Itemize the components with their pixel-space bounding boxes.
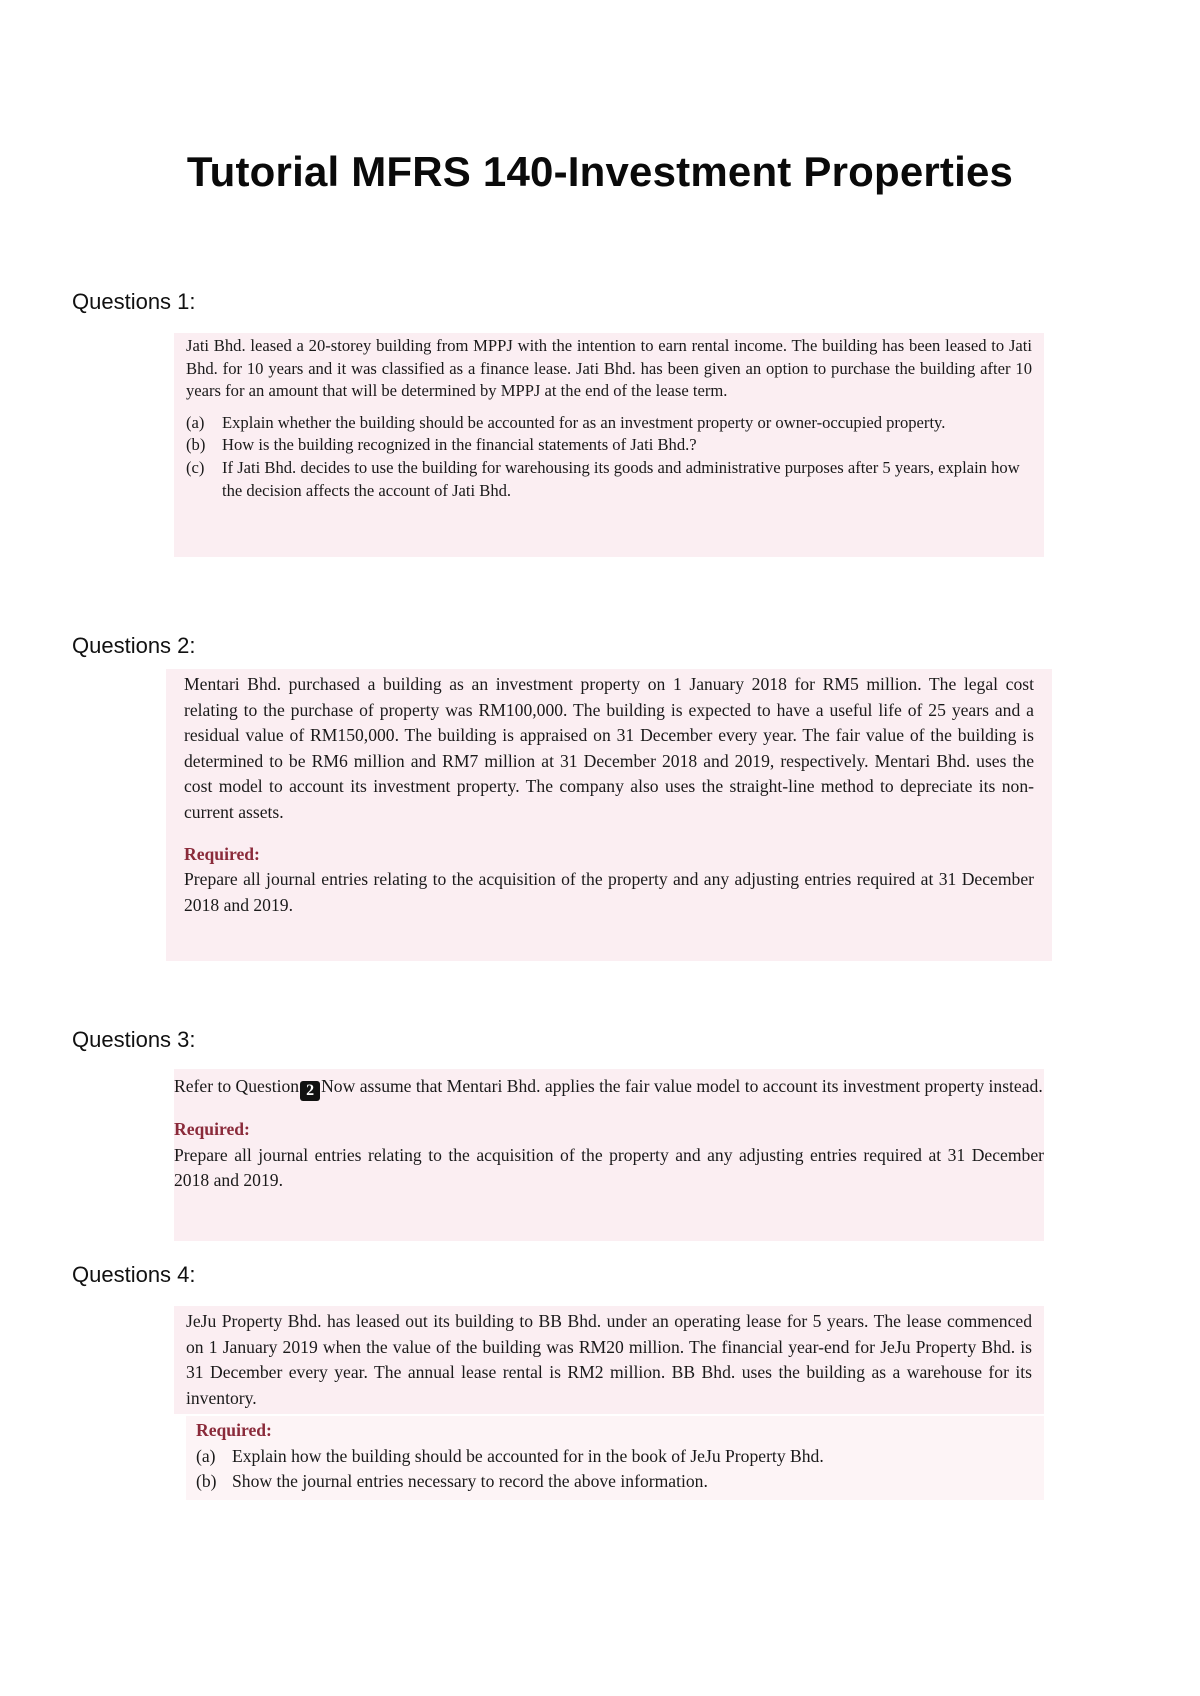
question-4-heading: Questions 4: [72, 1262, 196, 1287]
question-4-part-a [196, 1444, 1034, 1470]
question-3-required-label: Required: [174, 1119, 250, 1139]
question-2-text: Mentari Bhd. purchased a building as an investment property on 1 January 2018 for RM5 million. The legal cost relating to the purchase of property was RM100,000. The building is expected to have a useful life of 25 years and a residual value of RM150,000. The building is appraised on 31 December every year. The fair value of the building is determined to be RM6 million and RM7 million at 31 December 2018 and 2019, respectively. Mentari Bhd. uses the cost model to account its investment property. The company also uses the straight-line method to depreciate its non-current assets. [184, 674, 1034, 822]
question-4-parts [196, 1444, 1034, 1495]
question-1-box [174, 333, 1044, 557]
question-1-part-b [186, 434, 1032, 457]
part-marker: (a) [186, 412, 205, 432]
question-3-text-before: Refer to Question [174, 1076, 300, 1096]
question-reference-marker: 2 [300, 1081, 320, 1101]
question-2-heading: Questions 2: [72, 633, 196, 658]
question-1-text: Jati Bhd. leased a 20-storey building from MPPJ with the intention to earn rental income. The building has been leased to Jati Bhd. for 10 years and it was classified as a finance lease. Jati Bhd. has been given an option to purchase the building after 10 years for an amount that will be determined by MPPJ at the end of the lease term. [186, 336, 1032, 401]
part-marker: (b) [186, 435, 206, 455]
question-4-text: JeJu Property Bhd. has leased out its building to BB Bhd. under an operating lease for 5 years. The lease commenced on 1 January 2019 when the value of the building was RM20 million. The financial year-end for JeJu Property Bhd. is 31 December every year. The annual lease rental is RM2 million. BB Bhd. uses the building as a warehouse for its inventory. [186, 1311, 1032, 1408]
question-3-required-text: Prepare all journal entries relating to the acquisition of the property and any adjusting entries required at 31 December 2018 and 2019. [174, 1144, 1044, 1191]
question-1-heading: Questions 1: [72, 289, 196, 314]
page-title: Tutorial MFRS 140-Investment Properties [186, 148, 1014, 195]
question-4-required-box [186, 1416, 1044, 1500]
part-marker: (c) [186, 457, 205, 477]
part-text: Show the journal entries necessary to record the above information. [232, 1471, 708, 1492]
part-text: Explain how the building should be accounted for in the book of JeJu Property Bhd. [232, 1445, 824, 1466]
question-3-text [174, 1074, 1044, 1101]
part-marker: (b) [196, 1471, 217, 1492]
question-4-part-b [196, 1469, 1034, 1495]
question-4-required-label: Required: [196, 1420, 272, 1440]
part-text: How is the building recognized in the financial statements of Jati Bhd.? [222, 435, 697, 455]
question-1-part-a [186, 412, 1032, 435]
question-4-box [174, 1306, 1044, 1414]
question-3-heading: Questions 3: [72, 1027, 196, 1052]
part-text: Explain whether the building should be accounted for as an investment property or owner-occupied property. [222, 412, 946, 432]
question-2-required-label: Required: [184, 843, 260, 864]
question-2-box [166, 669, 1052, 961]
part-marker: (a) [196, 1445, 216, 1466]
question-2-required-text: Prepare all journal entries relating to the acquisition of the property and any adjusting entries required at 31 December 2018 and 2019. [184, 869, 1034, 915]
question-1-part-c [186, 457, 1032, 502]
question-1-parts [186, 412, 1032, 502]
question-3-box [174, 1069, 1044, 1241]
part-text: If Jati Bhd. decides to use the building for warehousing its goods and administrative purposes after 5 years, explain how the decision affects the account of Jati Bhd. [222, 457, 1020, 500]
question-3-text-after: Now assume that Mentari Bhd. applies the fair value model to account its investment property instead. [321, 1076, 1043, 1096]
